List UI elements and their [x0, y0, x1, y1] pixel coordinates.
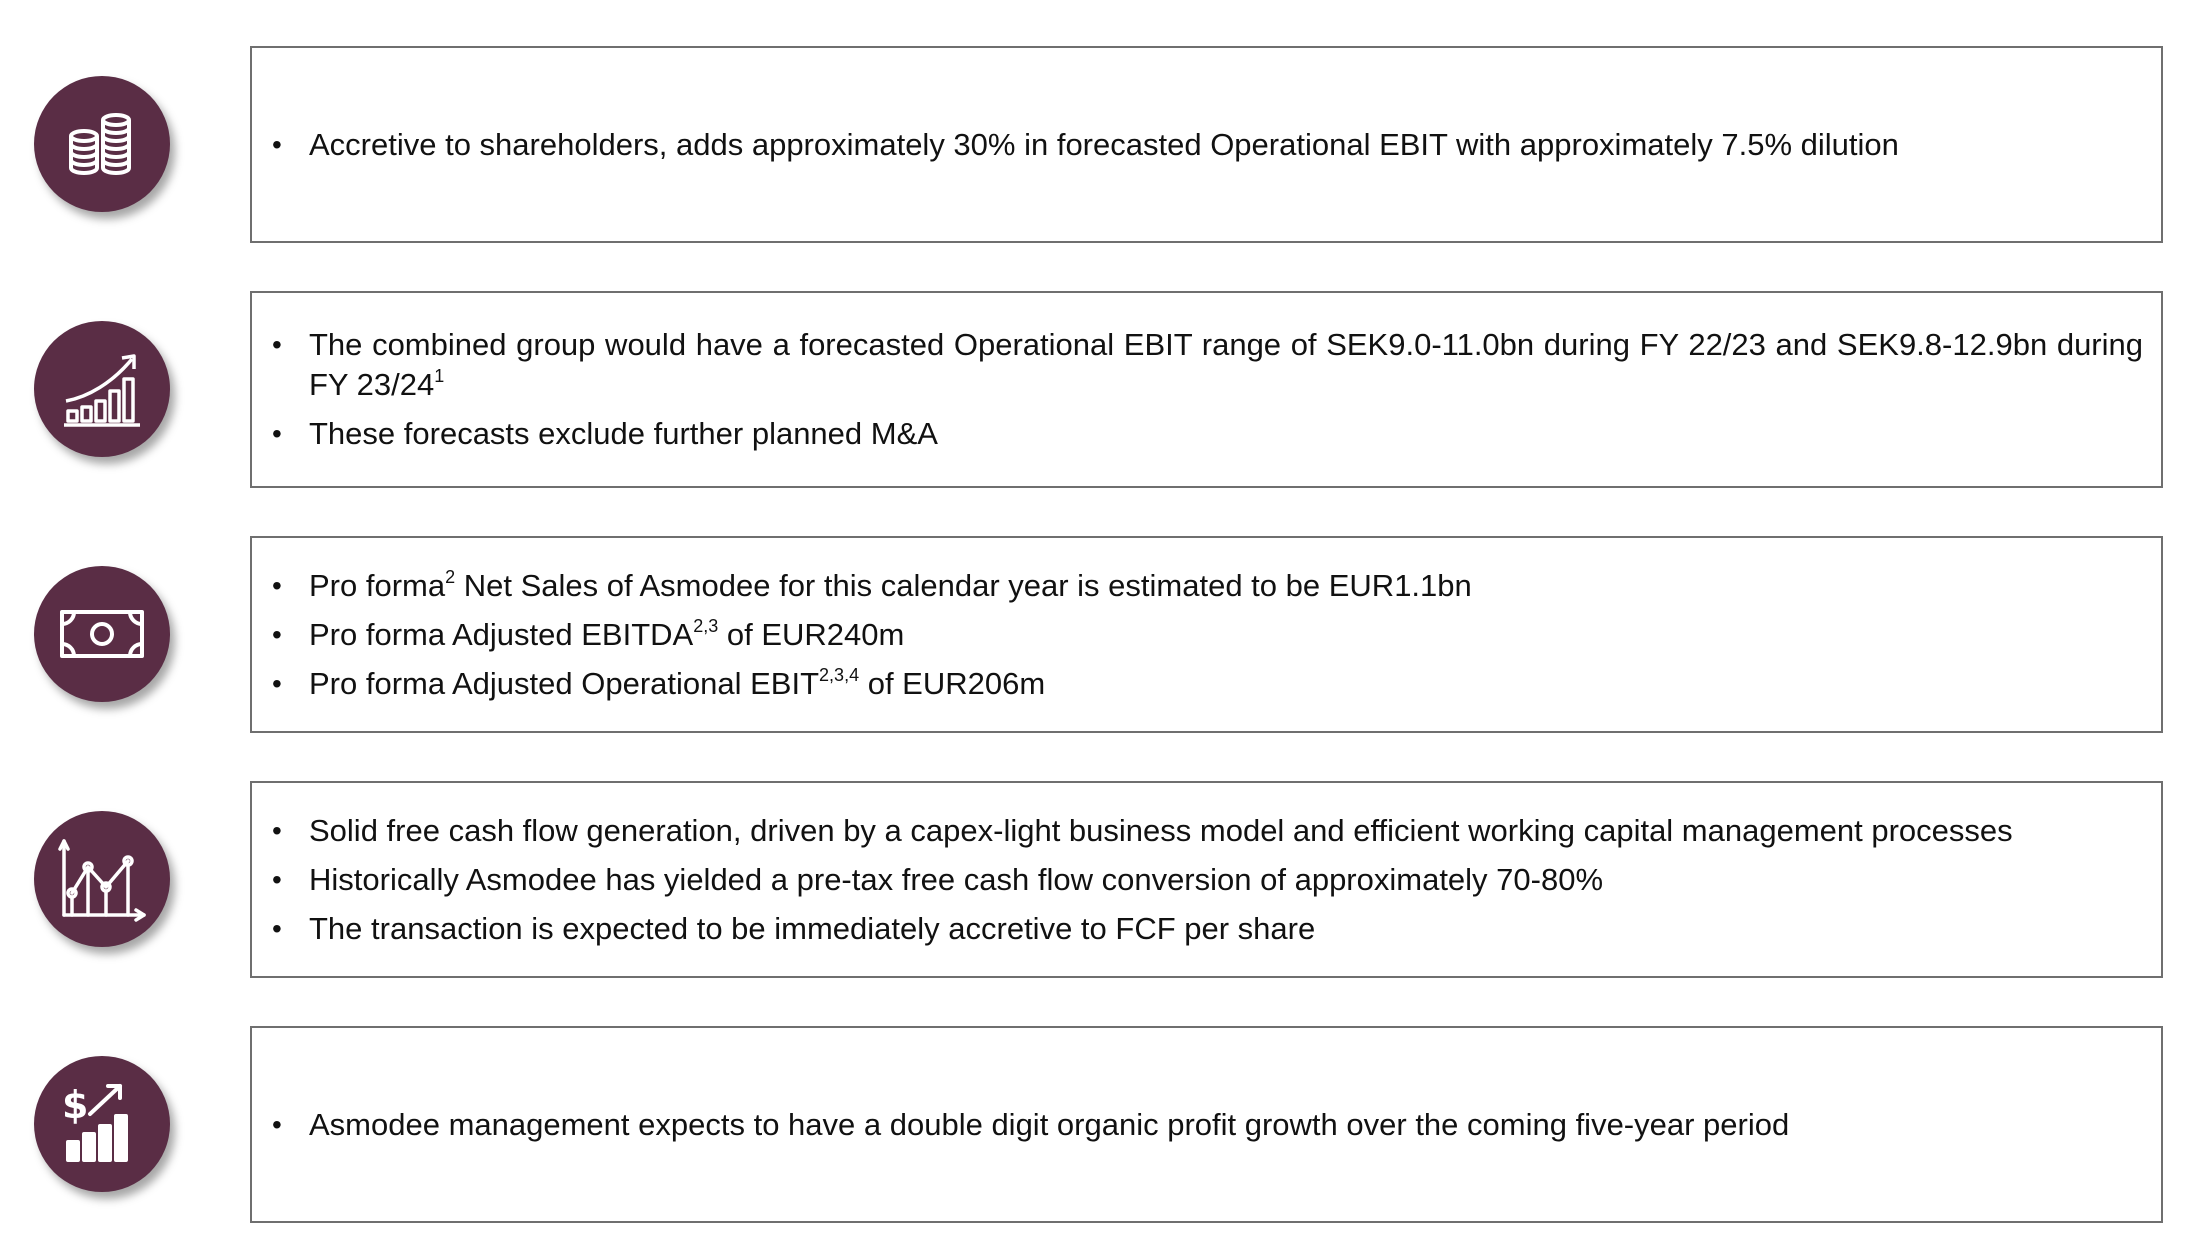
- section-box-4: [250, 781, 2163, 978]
- dollar-growth-icon: [34, 1056, 170, 1192]
- section-box-3: [250, 536, 2163, 733]
- growth-bar-chart-icon: [34, 321, 170, 457]
- bullet-list: [272, 802, 2143, 958]
- bullet-item: • Accretive to shareholders, adds approximately 30% in forecasted Operational EBIT with approximately 7.5% dilution: [272, 125, 2143, 165]
- bullet-item: • Pro forma Adjusted Operational EBIT$^{2,3,4}$ of EUR206m: [272, 664, 2143, 704]
- section-box-5: [250, 1026, 2163, 1223]
- bullet-list: [272, 116, 2143, 174]
- bullet-item: • Pro forma Adjusted EBITDA$^{2,3}$ of EUR240m: [272, 615, 2143, 655]
- bullet-item: • Solid free cash flow generation, driven by a capex-light business model and efficient working capital management processes: [272, 811, 2143, 851]
- bullet-item: • Asmodee management expects to have a double digit organic profit growth over the coming five-year period: [272, 1105, 2143, 1145]
- section-box-2: [250, 291, 2163, 488]
- bullet-item: • The combined group would have a forecasted Operational EBIT range of SEK9.0-11.0bn during FY 22/23 and SEK9.8-12.9bn during FY $23/24^1$: [272, 325, 2143, 405]
- banknote-icon: [34, 566, 170, 702]
- bullet-list: [272, 1096, 2143, 1154]
- bullet-list: [272, 557, 2143, 713]
- section-box-1: [250, 46, 2163, 243]
- bullet-item: • Historically Asmodee has yielded a pre-tax free cash flow conversion of approximately 70-80%: [272, 860, 2143, 900]
- bullet-item: • Pro forma$^2$ Net Sales of Asmodee for this calendar year is estimated to be EUR1.1bn: [272, 566, 2143, 606]
- svg-text:$: $: [62, 1083, 89, 1127]
- bullet-item: • The transaction is expected to be immediately accretive to FCF per share: [272, 909, 2143, 949]
- coin-stacks-icon: [34, 76, 170, 212]
- bullet-list: [272, 316, 2143, 463]
- bullet-item: • These forecasts exclude further planned M&A: [272, 414, 2143, 454]
- line-chart-icon: [34, 811, 170, 947]
